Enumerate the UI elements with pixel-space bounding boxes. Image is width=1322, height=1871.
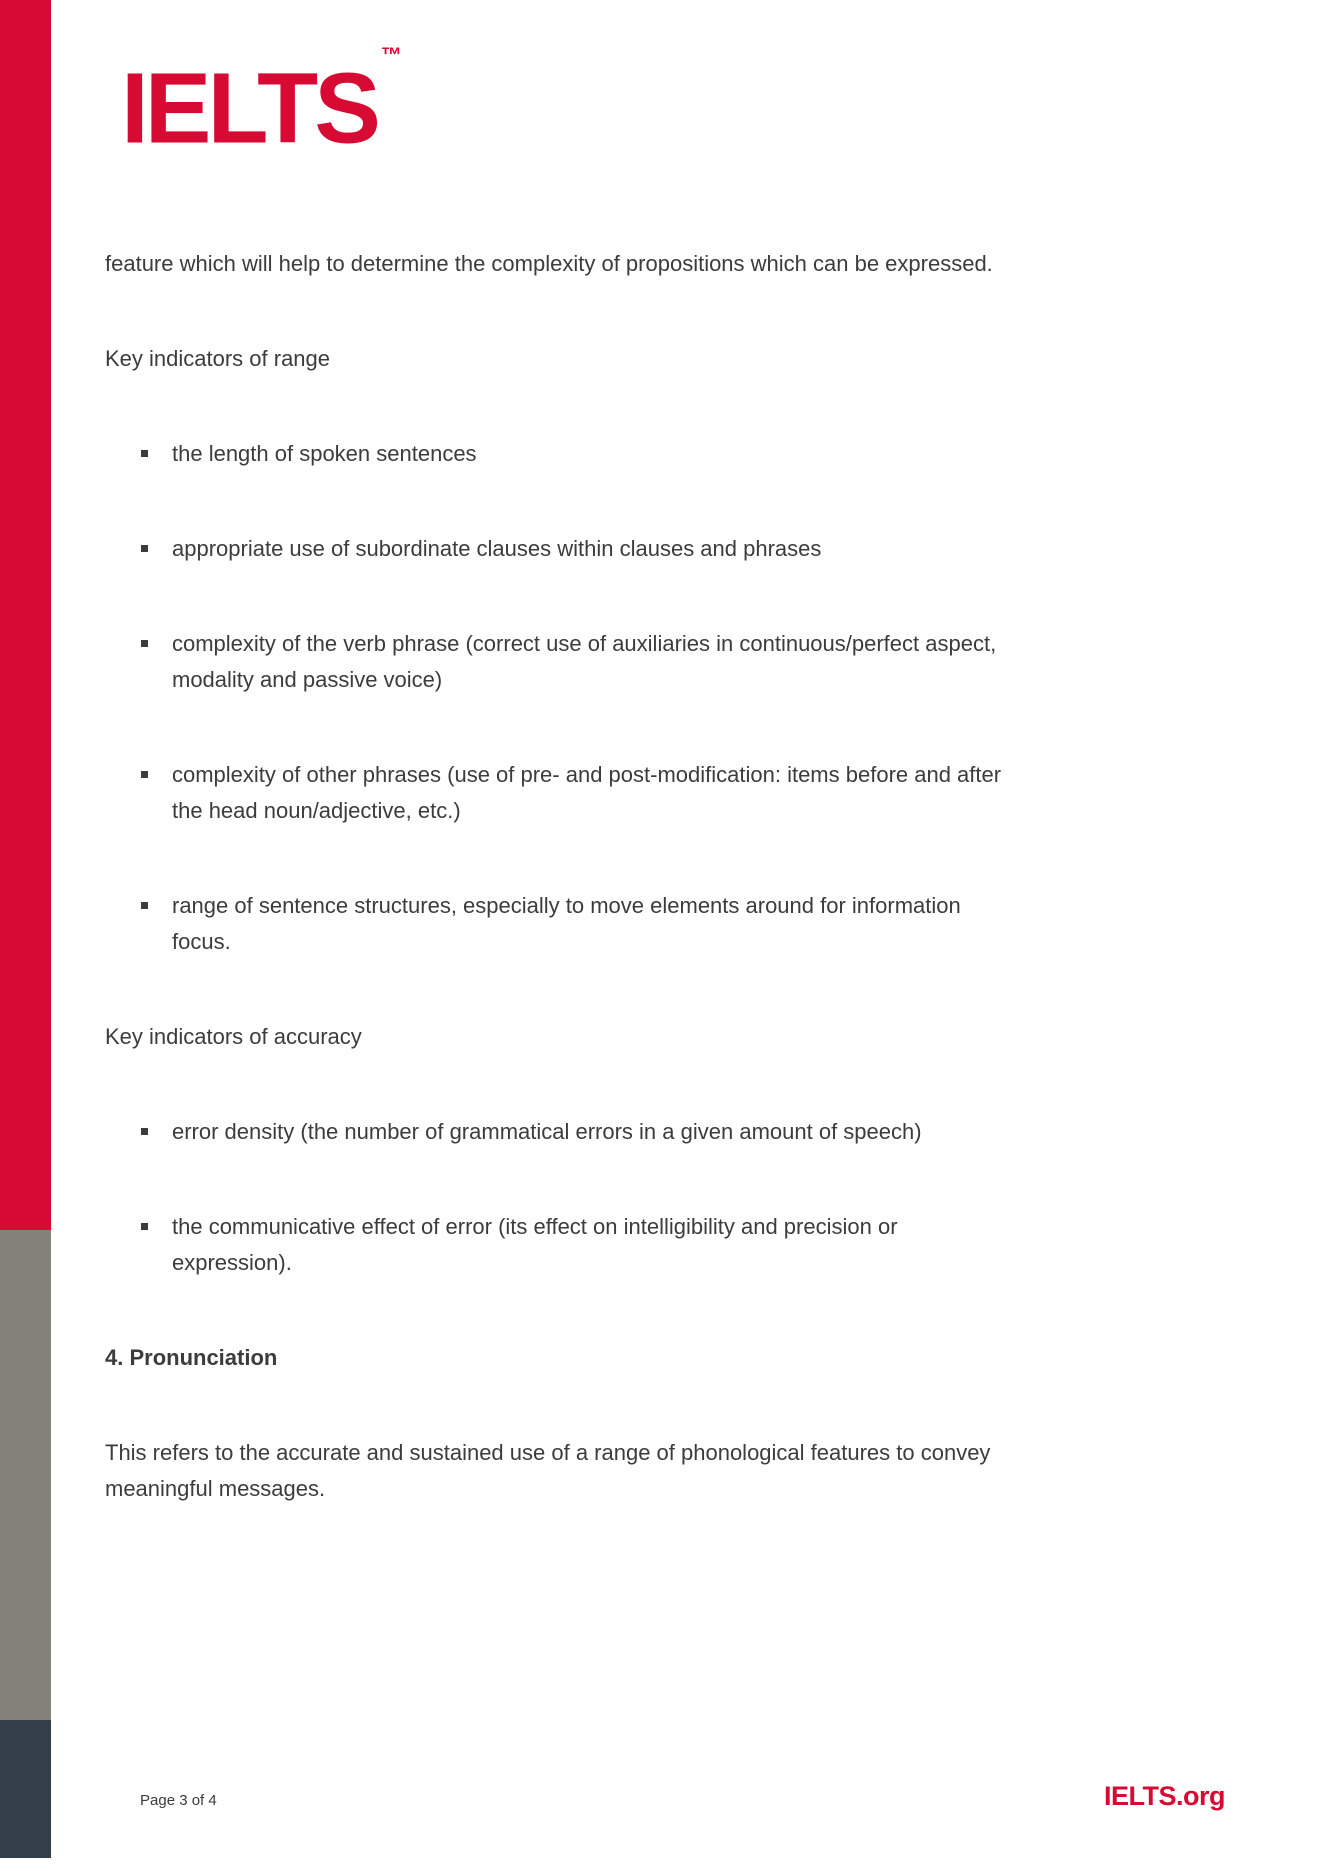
list-item-text: appropriate use of subordinate clauses within clauses and phrases	[172, 536, 822, 561]
list-item	[105, 436, 1005, 472]
ielts-org-footer-logo: IELTS.org	[1104, 1781, 1225, 1811]
accent-bar-gray	[0, 1230, 51, 1720]
list-item-text: the length of spoken sentences	[172, 441, 477, 466]
list-item-text: range of sentence structures, especially to move elements around for information focus.	[172, 893, 961, 954]
list-item	[105, 757, 1005, 829]
accent-bar-red	[0, 0, 51, 1230]
section-heading-accuracy: Key indicators of accuracy	[105, 1024, 362, 1049]
accent-bar-dark	[0, 1720, 51, 1858]
intro-paragraph: feature which will help to determine the complexity of propositions which can be expressed.	[105, 251, 993, 276]
list-item	[105, 888, 1005, 960]
trademark-symbol: ™	[380, 44, 402, 67]
list-item	[105, 531, 1005, 567]
list-item-text: complexity of other phrases (use of pre- and post-modification: items before and after the head noun/adjective, etc.)	[172, 762, 1002, 823]
bullet-square-icon	[141, 1223, 148, 1230]
bullet-square-icon	[141, 545, 148, 552]
list-item-text: the communicative effect of error (its effect on intelligibility and precision or expression).	[172, 1214, 898, 1275]
list-item	[105, 1114, 1005, 1150]
bullet-square-icon	[141, 771, 148, 778]
section-heading-range: Key indicators of range	[105, 346, 331, 371]
list-item-text: complexity of the verb phrase (correct use of auxiliaries in continuous/perfect aspect, modality and passive voice)	[172, 631, 997, 692]
logo-text: IELTS	[121, 52, 377, 165]
section-heading-pronunciation: 4. Pronunciation	[105, 1345, 278, 1370]
list-item-text: error density (the number of grammatical errors in a given amount of speech)	[172, 1119, 922, 1144]
list-item	[105, 1209, 1005, 1281]
ielts-logo	[121, 44, 402, 165]
bullet-square-icon	[141, 1128, 148, 1135]
bullet-square-icon	[141, 640, 148, 647]
bullet-square-icon	[141, 902, 148, 909]
list-item	[105, 626, 1005, 698]
document-content	[105, 246, 1005, 1566]
pronunciation-paragraph: This refers to the accurate and sustained use of a range of phonological features to convey meaningful messages.	[105, 1440, 991, 1501]
page-number: Page 3 of 4	[140, 1792, 217, 1809]
bullet-square-icon	[141, 450, 148, 457]
